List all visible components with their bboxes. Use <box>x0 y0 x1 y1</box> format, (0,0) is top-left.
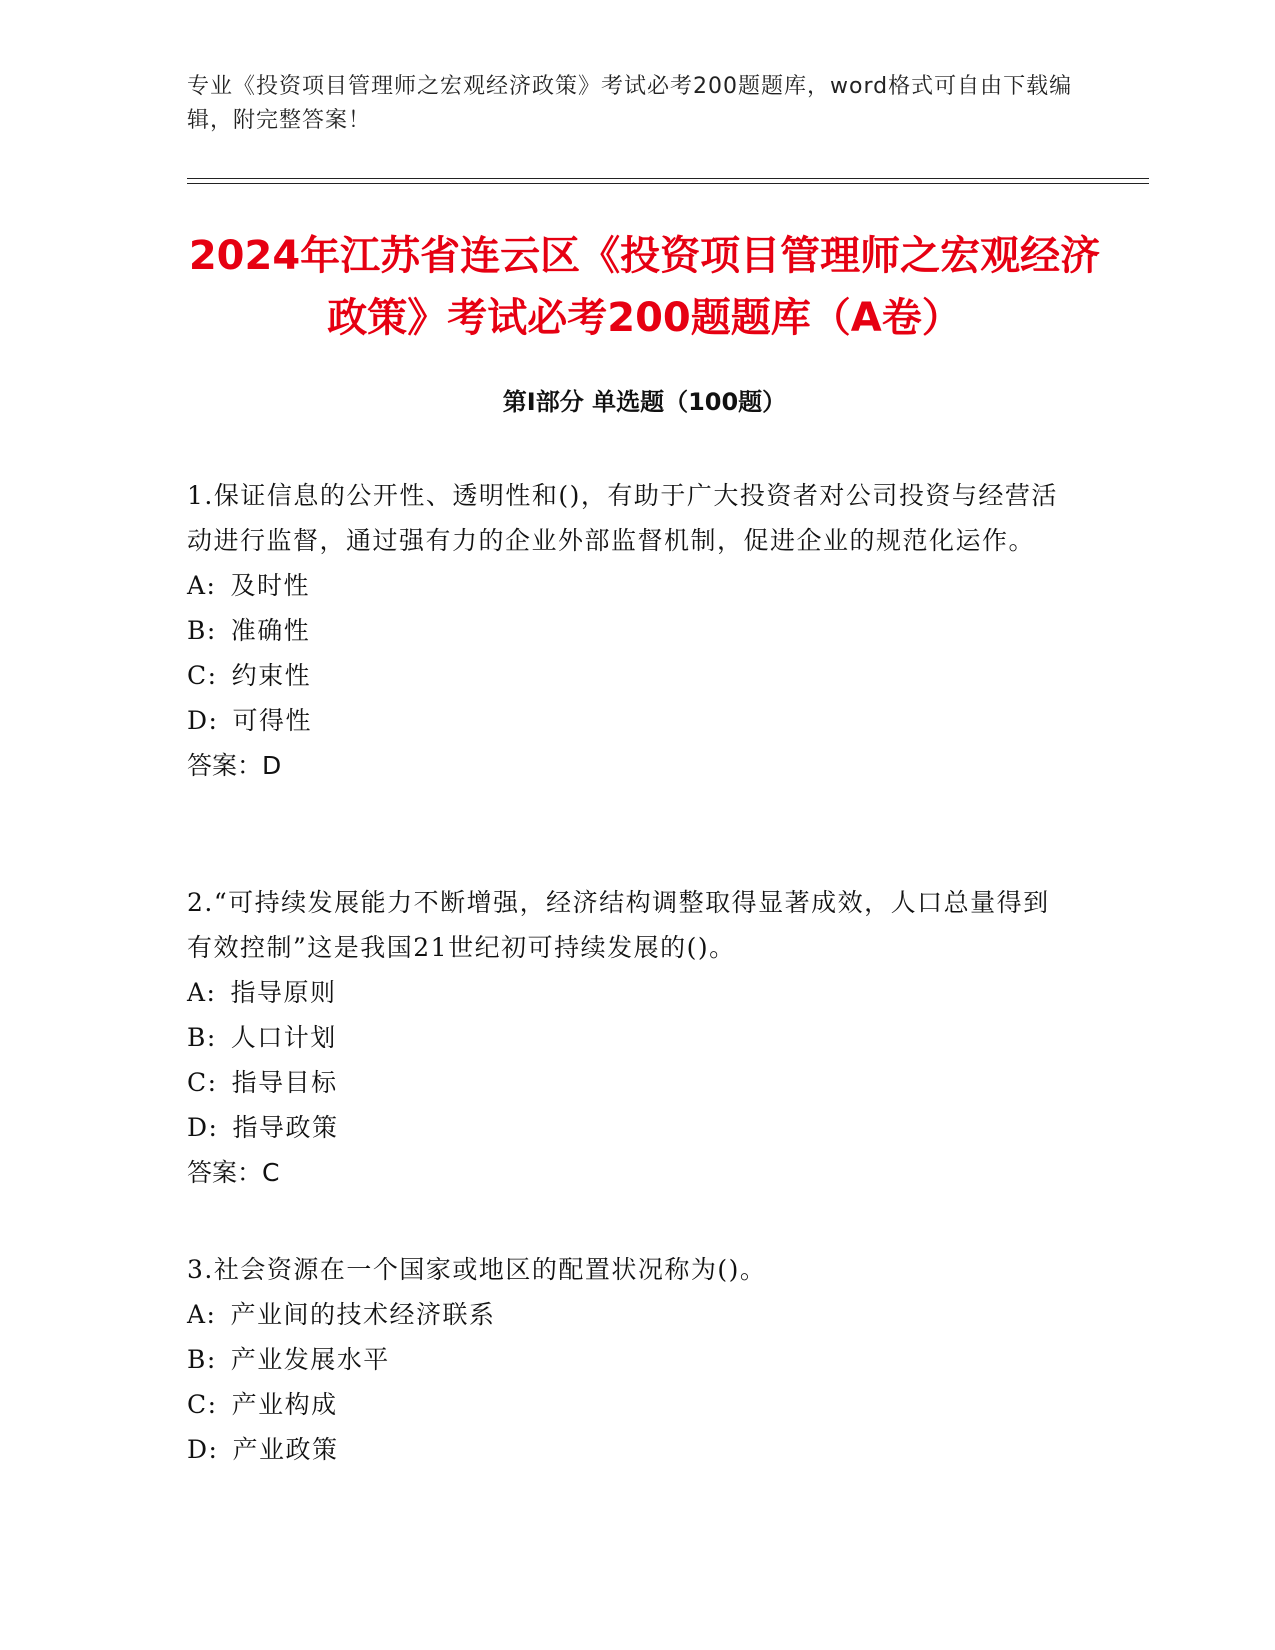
option-letter: D: <box>187 706 219 735</box>
question-stem: 1.保证信息的公开性、透明性和()，有助于广大投资者对公司投资与经营活动进行监督，通过强有力的企业外部监督机制，促进企业的规范化运作。 <box>187 481 1058 555</box>
option-a <box>187 970 1067 1015</box>
header-rule-top <box>187 178 1149 179</box>
option-letter: C: <box>187 661 218 690</box>
option-d <box>187 1427 1067 1472</box>
option-list <box>187 970 1067 1150</box>
option-c <box>187 653 1067 698</box>
option-list <box>187 1292 1067 1472</box>
option-a <box>187 1292 1067 1337</box>
question-stem: 2.“可持续发展能力不断增强，经济结构调整取得显著成效，人口总量得到有效控制”这是我国21世纪初可持续发展的()。 <box>187 888 1050 962</box>
option-text: 指导原则 <box>230 978 337 1007</box>
option-text: 产业政策 <box>232 1435 339 1464</box>
option-b <box>187 1337 1067 1382</box>
option-letter: B: <box>187 1345 217 1374</box>
option-text: 产业发展水平 <box>230 1345 390 1374</box>
question-2 <box>187 880 1067 1195</box>
option-letter: D: <box>187 1435 219 1464</box>
question-3 <box>187 1247 1067 1472</box>
option-letter: C: <box>187 1068 218 1097</box>
question-1 <box>187 473 1067 788</box>
option-text: 可得性 <box>232 706 312 735</box>
option-b <box>187 608 1067 653</box>
option-d <box>187 698 1067 743</box>
header-rule-bottom <box>187 183 1149 184</box>
option-text: 指导目标 <box>231 1068 338 1097</box>
option-letter: A: <box>187 1300 217 1329</box>
option-text: 产业间的技术经济联系 <box>230 1300 496 1329</box>
option-letter: B: <box>187 1023 217 1052</box>
option-text: 产业构成 <box>231 1390 338 1419</box>
option-c <box>187 1382 1067 1427</box>
option-text: 及时性 <box>230 571 310 600</box>
option-list <box>187 563 1067 743</box>
option-letter: D: <box>187 1113 219 1142</box>
option-text: 人口计划 <box>230 1023 337 1052</box>
answer-line: 答案：D <box>187 751 282 780</box>
option-c <box>187 1060 1067 1105</box>
question-stem: 3.社会资源在一个国家或地区的配置状况称为()。 <box>187 1255 767 1284</box>
document-title: 2024年江苏省连云区《投资项目管理师之宏观经济政策》考试必考200题题库（A卷） <box>188 233 1101 341</box>
option-text: 准确性 <box>230 616 311 645</box>
option-letter: C: <box>187 1390 218 1419</box>
option-d <box>187 1105 1067 1150</box>
option-letter: A: <box>187 571 217 600</box>
option-b <box>187 1015 1067 1060</box>
section-heading: 第I部分 单选题（100题） <box>502 388 787 416</box>
option-text: 指导政策 <box>232 1113 339 1142</box>
option-a <box>187 563 1067 608</box>
option-letter: B: <box>187 616 217 645</box>
option-letter: A: <box>187 978 217 1007</box>
answer-line: 答案：C <box>187 1158 280 1187</box>
option-text: 约束性 <box>231 661 312 690</box>
header-note: 专业《投资项目管理师之宏观经济政策》考试必考200题题库，word格式可自由下载编辑，附完整答案！ <box>187 74 1073 133</box>
